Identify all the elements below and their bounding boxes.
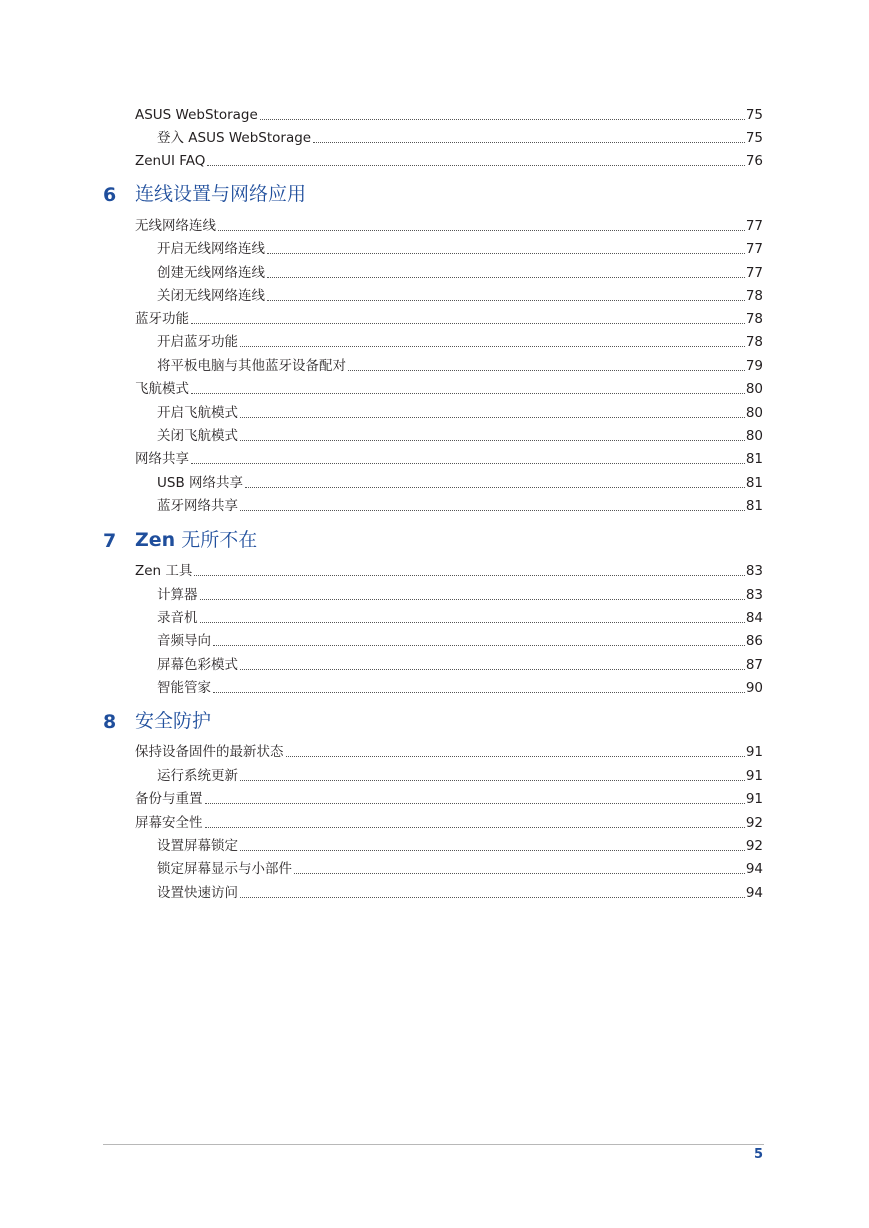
toc-entry[interactable] <box>0 831 869 854</box>
toc-entry-page: 84 <box>745 610 763 626</box>
toc-entry-label: 备份与重置 <box>135 791 203 807</box>
dot-leader <box>191 462 745 464</box>
toc-entry-label: Zen 工具 <box>135 563 193 579</box>
toc-entry[interactable] <box>0 626 869 649</box>
toc-entry-label: 网络共享 <box>135 451 189 467</box>
toc-entry-label: 蓝牙网络共享 <box>157 498 238 514</box>
toc-entry-page: 81 <box>745 475 763 491</box>
toc-entry-page: 76 <box>745 153 763 169</box>
toc-entry-label: 创建无线网络连线 <box>157 265 265 281</box>
toc-entry-page: 77 <box>745 241 763 257</box>
toc-entry-label: 关闭无线网络连线 <box>157 288 265 304</box>
dot-leader <box>205 802 745 804</box>
toc-entry-page: 80 <box>745 405 763 421</box>
dot-leader <box>218 229 745 231</box>
toc-entry[interactable] <box>0 281 869 304</box>
toc-entry-label: 开启蓝牙功能 <box>157 334 238 350</box>
chapter-heading[interactable] <box>0 180 869 206</box>
chapter-heading[interactable] <box>0 526 869 552</box>
page-number: 5 <box>753 1147 763 1162</box>
toc-entry-label: 保持设备固件的最新状态 <box>135 744 284 760</box>
toc-entry-label: 开启飞航模式 <box>157 405 238 421</box>
toc-entry-page: 91 <box>745 791 763 807</box>
toc-entry-page: 86 <box>745 633 763 649</box>
dot-leader <box>260 118 745 120</box>
dot-leader <box>294 872 745 874</box>
chapter-title <box>135 525 257 552</box>
toc-entry-label: 设置快速访问 <box>157 885 238 901</box>
toc-entry[interactable] <box>0 556 869 579</box>
toc-entry[interactable] <box>0 234 869 257</box>
toc-entry-page: 91 <box>745 768 763 784</box>
toc-entry-label: 音频导向 <box>157 633 211 649</box>
toc-entry[interactable] <box>0 491 869 514</box>
toc-entry[interactable] <box>0 211 869 234</box>
toc-entry-label: 屏幕色彩模式 <box>157 657 238 673</box>
toc-entry[interactable] <box>0 304 869 327</box>
toc-entry-label: 锁定屏幕显示与小部件 <box>157 861 292 877</box>
toc-entry[interactable] <box>0 580 869 603</box>
toc-entry-page: 80 <box>745 381 763 397</box>
toc-entry[interactable] <box>0 100 869 123</box>
toc-entry-label: ZenUI FAQ <box>135 153 206 169</box>
toc-entry[interactable] <box>0 258 869 281</box>
chapter-number: 6 <box>103 184 117 206</box>
toc-entry[interactable] <box>0 374 869 397</box>
dot-leader <box>240 345 745 347</box>
toc-entry-label: 登入 ASUS WebStorage <box>157 130 312 146</box>
toc-entry[interactable] <box>0 673 869 696</box>
toc-entry-label: 飞航模式 <box>135 381 189 397</box>
toc-entry[interactable] <box>0 761 869 784</box>
toc-entry-page: 75 <box>745 130 763 146</box>
dot-leader <box>207 164 744 166</box>
toc-entry[interactable] <box>0 444 869 467</box>
toc-entry[interactable] <box>0 398 869 421</box>
dot-leader <box>240 668 745 670</box>
dot-leader <box>348 369 745 371</box>
toc-entry-page: 94 <box>745 861 763 877</box>
dot-leader <box>240 509 745 511</box>
toc-entry-page: 92 <box>745 815 763 831</box>
toc-entry-label: 录音机 <box>157 610 198 626</box>
dot-leader <box>200 621 745 623</box>
dot-leader <box>191 322 745 324</box>
chapter-number: 7 <box>103 530 117 552</box>
toc-entry-page: 87 <box>745 657 763 673</box>
toc-entry[interactable] <box>0 351 869 374</box>
toc-entry[interactable] <box>0 808 869 831</box>
toc-entry-label: 开启无线网络连线 <box>157 241 265 257</box>
toc-entry-page: 78 <box>745 311 763 327</box>
dot-leader <box>267 299 745 301</box>
toc-entry-page: 83 <box>745 587 763 603</box>
dot-leader <box>194 574 744 576</box>
dot-leader <box>240 779 745 781</box>
toc-entry-label: 计算器 <box>157 587 198 603</box>
chapter-title: 连线设置与网络应用 <box>135 183 307 205</box>
chapter-heading[interactable] <box>0 707 869 733</box>
toc-entry[interactable] <box>0 737 869 760</box>
dot-leader <box>205 826 745 828</box>
toc-entry-page: 81 <box>745 498 763 514</box>
dot-leader <box>240 416 745 418</box>
toc-entry-page: 80 <box>745 428 763 444</box>
toc-entry-page: 90 <box>745 680 763 696</box>
toc-entry-label: 关闭飞航模式 <box>157 428 238 444</box>
dot-leader <box>240 439 745 441</box>
toc-entry-label: 将平板电脑与其他蓝牙设备配对 <box>157 358 346 374</box>
toc-entry-label: 屏幕安全性 <box>135 815 203 831</box>
dot-leader <box>286 755 745 757</box>
toc-entry-label: 蓝牙功能 <box>135 311 189 327</box>
toc-entry-page: 77 <box>745 265 763 281</box>
dot-leader <box>213 644 745 646</box>
toc-entry-label: USB 网络共享 <box>157 475 244 491</box>
dot-leader <box>191 392 745 394</box>
toc-entry-label: 智能管家 <box>157 680 211 696</box>
chapter-title-bold: Zen <box>135 529 176 551</box>
toc-entry[interactable] <box>0 854 869 877</box>
dot-leader <box>200 598 745 600</box>
toc-entry-label: 运行系统更新 <box>157 768 238 784</box>
toc-entry-page: 92 <box>745 838 763 854</box>
toc-entry-page: 83 <box>745 563 763 579</box>
chapter-number: 8 <box>103 711 117 733</box>
toc-entry[interactable] <box>0 421 869 444</box>
toc-entry[interactable] <box>0 603 869 626</box>
toc-entry[interactable] <box>0 650 869 673</box>
toc-entry[interactable] <box>0 123 869 146</box>
toc-entry-label: ASUS WebStorage <box>135 107 258 123</box>
toc-entry-page: 78 <box>745 288 763 304</box>
dot-leader <box>267 276 745 278</box>
dot-leader <box>240 896 745 898</box>
dot-leader <box>267 252 745 254</box>
toc-entry[interactable] <box>0 878 869 901</box>
footer-divider <box>103 1144 764 1145</box>
dot-leader <box>245 486 745 488</box>
toc-entry-page: 78 <box>745 334 763 350</box>
toc-entry-page: 79 <box>745 358 763 374</box>
dot-leader <box>240 849 745 851</box>
toc-entry[interactable] <box>0 146 869 169</box>
toc-entry[interactable] <box>0 468 869 491</box>
toc-entry-label: 无线网络连线 <box>135 218 216 234</box>
toc-entry[interactable] <box>0 784 869 807</box>
dot-leader <box>213 691 745 693</box>
dot-leader <box>313 141 745 143</box>
toc-entry-page: 77 <box>745 218 763 234</box>
toc-entry[interactable] <box>0 327 869 350</box>
toc-entry-page: 75 <box>745 107 763 123</box>
toc-entry-page: 94 <box>745 885 763 901</box>
toc-entry-page: 81 <box>745 451 763 467</box>
chapter-title-rest: 无所不在 <box>175 529 258 551</box>
toc-entry-label: 设置屏幕锁定 <box>157 838 238 854</box>
toc-entry-page: 91 <box>745 744 763 760</box>
chapter-title: 安全防护 <box>135 710 212 732</box>
